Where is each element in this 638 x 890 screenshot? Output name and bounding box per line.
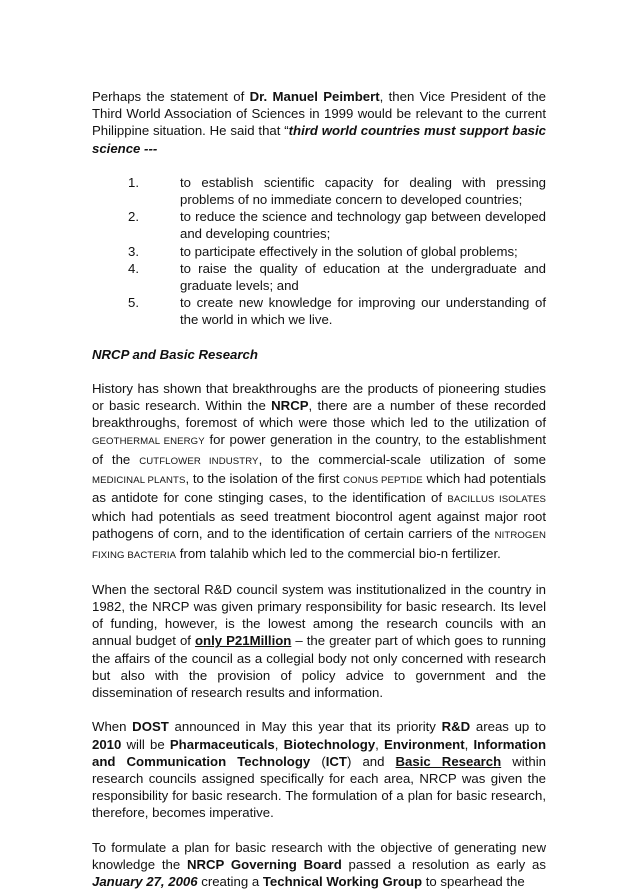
- list-item-number: 5.: [128, 295, 139, 311]
- list-item-text: to create new knowledge for improving our understanding of the world in which we live.: [180, 295, 546, 328]
- history-paragraph: [92, 380, 546, 564]
- plan-text-1: To formulate a plan for basic research with the objective of generating new knowledge the: [92, 839, 546, 872]
- spacer: [92, 329, 546, 346]
- priorities-text-4: will be: [121, 736, 170, 752]
- document-page: [92, 88, 546, 890]
- priority-area-basic-research: Basic Research: [395, 753, 502, 769]
- list-item-text: to reduce the science and technology gap between developed and developing countries;: [180, 209, 546, 242]
- board-term: NRCP Governing Board: [186, 856, 342, 872]
- list-item-number: 3.: [128, 243, 139, 259]
- priorities-text-5: (: [310, 753, 326, 769]
- list-item-text: to establish scientific capacity for dealing with pressing problems of no immediate concern to developed countries;: [180, 174, 546, 208]
- smallcaps-term: GEOTHERMAL ENERGY: [92, 436, 205, 448]
- plan-text-4: to spearhead the: [422, 873, 525, 889]
- spacer: [92, 157, 546, 174]
- funding-text-1: When the sectoral R&D council system was institutionalized in the country in 1982, the NRCP was given primary responsibility for basic research. Its level of funding, however, is the lowest among the research councils with an annual budget of: [92, 581, 546, 649]
- priority-area: Information and Communication Technology: [92, 736, 547, 769]
- list-item-text: to participate effectively in the solution of global problems;: [180, 243, 518, 259]
- list-item-number: 2.: [128, 209, 139, 225]
- priorities-text-1: When: [92, 719, 133, 735]
- list-item: [92, 260, 546, 294]
- section-heading: NRCP and Basic Research: [92, 346, 258, 362]
- smallcaps-term: NITROGEN FIXING BACTERIA: [92, 530, 546, 561]
- history-text-2: , there are a number of these recorded breakthroughs, foremost of which were those which led to the utilization of: [92, 398, 546, 431]
- priority-area: Pharmaceuticals: [169, 736, 275, 752]
- budget-amount: only P21Million: [195, 633, 292, 649]
- priorities-text-3: areas up to: [470, 719, 546, 735]
- ict-term: ICT: [325, 753, 347, 769]
- plan-paragraph: [92, 839, 546, 890]
- spacer: [92, 564, 546, 581]
- funding-paragraph: [92, 581, 546, 701]
- smallcaps-term: CUTFLOWER INDUSTRY: [139, 455, 259, 467]
- priority-area: Environment: [384, 736, 465, 752]
- spacer: [92, 363, 546, 380]
- history-text-1: History has shown that breakthroughs are the products of pioneering studies or basic research. Within the: [92, 380, 546, 414]
- spacer: [92, 701, 546, 718]
- plan-text-2: passed a resolution as early as: [341, 856, 546, 872]
- list-item: [92, 174, 546, 208]
- list-item-text: to raise the quality of education at the undergraduate and graduate levels; and: [180, 260, 546, 294]
- separator: ,: [274, 736, 284, 752]
- intro-person-name: Dr. Manuel Peimbert: [249, 89, 380, 104]
- intro-quote: third world countries must support basic science ---: [92, 123, 546, 156]
- year-term: 2010: [92, 736, 122, 752]
- list-item: [92, 243, 546, 260]
- intro-paragraph: [92, 88, 546, 157]
- smallcaps-term: BACILLUS ISOLATES: [447, 494, 546, 506]
- list-item: [92, 208, 546, 242]
- priorities-paragraph: [92, 718, 546, 821]
- priorities-text-7: within research councils assigned specifically for each area, NRCP was given the responsibility for basic research. The formulation of a plan for basic research, therefore, becomes imperative.: [92, 753, 546, 821]
- spacer: [92, 822, 546, 839]
- history-text-5: , to the isolation of the first: [185, 470, 344, 486]
- resolution-date: January 27, 2006: [92, 873, 198, 889]
- smallcaps-term: MEDICINAL PLANTS: [92, 474, 186, 486]
- separator: ,: [375, 736, 385, 752]
- history-text-3: for power generation in the country, to the establishment of the: [92, 432, 546, 467]
- funding-text-2: – the greater part of which goes to running the affairs of the council as a collegial body not only concerned with research but also with the provision of policy advice to government and the dissemination of research results and information.: [92, 633, 547, 701]
- working-group-term: Technical Working Group: [262, 873, 423, 889]
- dost-term: DOST: [132, 719, 169, 735]
- history-text-6: which had potentials as antidote for cone stinging cases, to the identification of: [92, 470, 546, 506]
- smallcaps-term: CONUS PEPTIDE: [343, 474, 423, 486]
- history-text-4: , to the commercial-scale utilization of some: [258, 451, 546, 467]
- intro-text-1: Perhaps the statement of: [92, 89, 250, 104]
- priorities-text-6: ) and: [346, 753, 396, 769]
- intro-text-2: , then Vice President of the Third World Association of Sciences in 1999 would be relevant to the current Philippine situation. He said that “: [92, 89, 547, 139]
- plan-text-3: creating a: [197, 873, 263, 889]
- list-item-number: 4.: [128, 260, 139, 276]
- history-text-7: which had potentials as seed treatment biocontrol agent against major root pathogens of corn, and to the identification of certain carriers of the: [92, 509, 546, 542]
- list-item-number: 1.: [128, 174, 139, 190]
- separator: ,: [464, 736, 474, 752]
- list-item: [92, 294, 546, 328]
- goals-list: [92, 174, 546, 329]
- history-text-8: from talahib which led to the commercial bio-n fertilizer.: [176, 545, 501, 561]
- nrcp-term: NRCP: [271, 398, 309, 414]
- rd-term: R&D: [441, 719, 471, 735]
- priority-area: Biotechnology: [283, 736, 376, 752]
- priorities-text-2: announced in May this year that its priority: [168, 719, 442, 735]
